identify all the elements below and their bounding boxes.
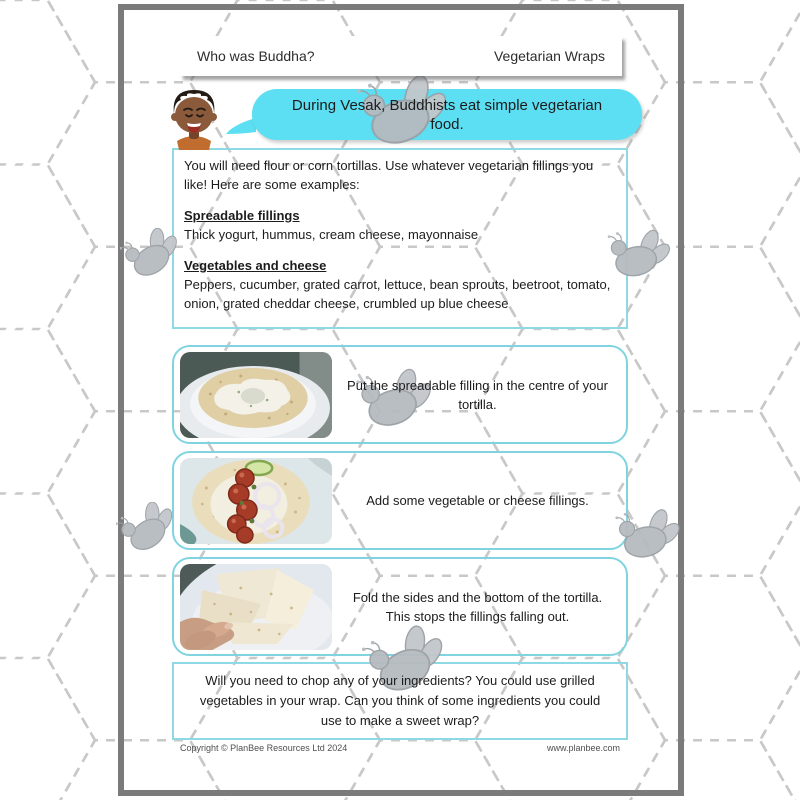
copyright-text: Copyright © PlanBee Resources Ltd 2024 [180,743,348,753]
course-title: Who was Buddha? [197,48,315,64]
step-caption: Put the spreadable filling in the centre of your tortilla. [347,377,608,412]
speech-bubble [252,89,642,140]
section-heading-spreadable: Spreadable fillings [184,208,300,223]
bee-icon [612,506,682,564]
lesson-title: Vegetarian Wraps [493,48,605,64]
section-items-spreadable: Thick yogurt, hummus, cream cheese, mayonnaise [184,227,479,242]
step-caption: Add some vegetable or cheese fillings. [366,493,589,508]
header-bar [180,36,622,76]
bee-icon [116,502,178,554]
website-link[interactable]: www.planbee.com [546,743,620,753]
intro-paragraph: You will need flour or corn tortillas. Use whatever vegetarian fillings you like! Here are some examples: [184,158,594,192]
intro-box [172,148,628,329]
footer [172,743,628,753]
question-box [172,662,628,740]
section-heading-vegetables: Vegetables and cheese [184,258,327,273]
section-items-vegetables: Peppers, cucumber, grated carrot, lettuce, bean sprouts, beetroot, tomato, onion, grated cheddar cheese, crumbled up blue cheese [184,277,611,311]
bee-icon [120,228,182,280]
buddhist-boy-avatar [163,84,225,150]
speech-bubble-text: During Vesak, Buddhists eat simple vegetarian food. [291,96,603,133]
step-caption: Fold the sides and the bottom of the tortilla. This stops the fillings falling out. [352,589,603,624]
question-text: Will you need to chop any of your ingredients? You could use grilled vegetables in your wrap. Can you think of some ingredients you could use to make a sweet wrap? [199,673,601,728]
